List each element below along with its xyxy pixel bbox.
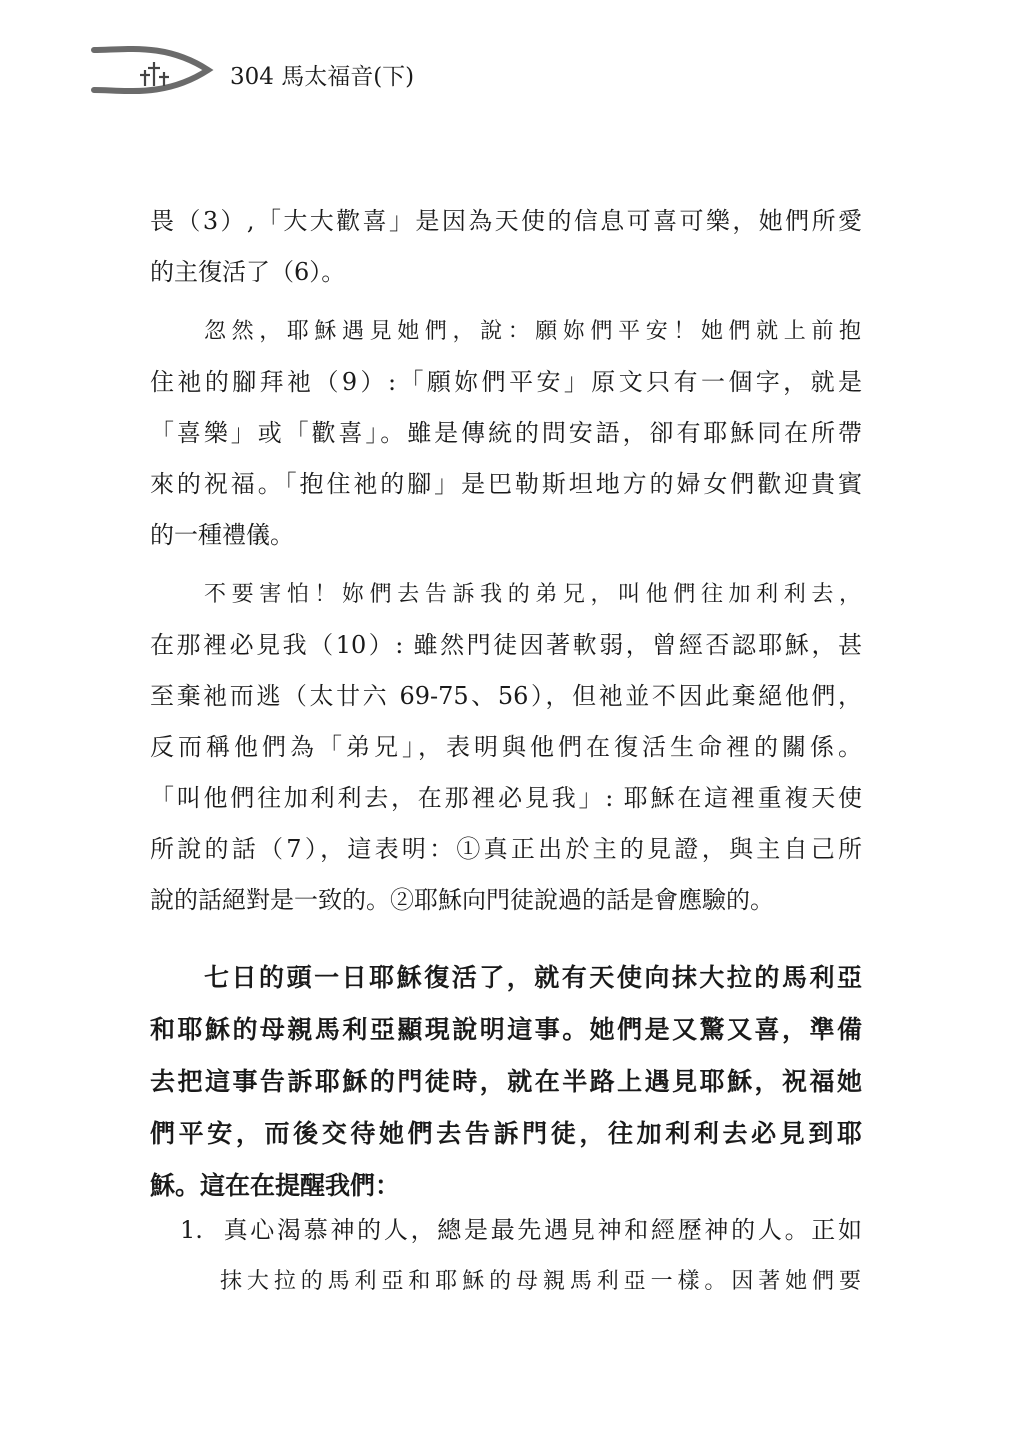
- paragraph-3: [150, 569, 862, 926]
- summary-line: 和耶穌的母親馬利亞顯現說明這事。她們是又驚又喜，準備: [150, 1015, 862, 1044]
- document-body: [150, 196, 862, 926]
- text-line: 「叫他們往加利利去，在那裡必見我」: 耶穌在這裡重複天使: [150, 784, 862, 812]
- summary-line: 穌。這在在提醒我們：: [150, 1171, 401, 1200]
- text-line: 在那裡必見我（10）: 雖然門徒因著軟弱，曾經否認耶穌，甚: [150, 631, 862, 659]
- summary-line: 們平安，而後交待她們去告訴門徒，往加利利去必見到耶: [150, 1119, 862, 1148]
- list-item-text: 真心渴慕神的人，總是最先遇見神和經歷神的人。正如: [223, 1216, 862, 1244]
- list-item-continuation: 抹大拉的馬利亞和耶穌的母親馬利亞一樣。因著她們要: [220, 1269, 862, 1294]
- page-title: 304 馬太福音(下): [230, 64, 415, 90]
- ichthys-fish-with-crosses-icon: [90, 44, 215, 96]
- paragraph-1: [150, 196, 862, 298]
- text-line: 「喜樂」或「歡喜」。雖是傳統的問安語，卻有耶穌同在所帶: [150, 419, 862, 447]
- text-line: 住祂的腳拜祂（9）:「願妳們平安」原文只有一個字，就是: [150, 368, 862, 396]
- text-line: 至棄祂而逃（太廿六 69-75、56），但祂並不因此棄絕他們，: [150, 682, 862, 710]
- text-line: 來的祝福。「抱住祂的腳」是巴勒斯坦地方的婦女們歡迎貴賓: [150, 470, 862, 498]
- paragraph-2: [150, 306, 862, 561]
- list-item-first-line: [150, 1205, 862, 1256]
- text-line: 的一種禮儀。: [150, 521, 294, 549]
- summary-line: 去把這事告訴耶穌的門徒時，就在半路上遇見耶穌，祝福她: [150, 1067, 862, 1096]
- summary-line: 七日的頭一日耶穌復活了，就有天使向抹大拉的馬利亞: [204, 963, 862, 992]
- text-line: 畏（3）,「大大歡喜」是因為天使的信息可喜可樂，她們所愛: [150, 207, 862, 235]
- text-line: 的主復活了（6）。: [150, 258, 346, 286]
- list-item-number: 1.: [180, 1216, 203, 1244]
- list-item: [150, 1205, 862, 1307]
- page-header: [90, 44, 590, 96]
- numbered-list: [150, 1205, 862, 1307]
- summary-section: [150, 952, 862, 1212]
- verse-line: 不要害怕！妳們去告訴我的弟兄，叫他們往加利利去，: [204, 582, 862, 607]
- text-line: 說的話絕對是一致的。②耶穌向門徒說過的話是會應驗的。: [150, 886, 774, 914]
- verse-line: 忽然，耶穌遇見她們，說：願妳們平安！她們就上前抱: [204, 319, 862, 344]
- text-line: 反而稱他們為「弟兄」，表明與他們在復活生命裡的關係。: [150, 733, 862, 761]
- text-line: 所說的話（7），這表明：①真正出於主的見證，與主自己所: [150, 835, 862, 863]
